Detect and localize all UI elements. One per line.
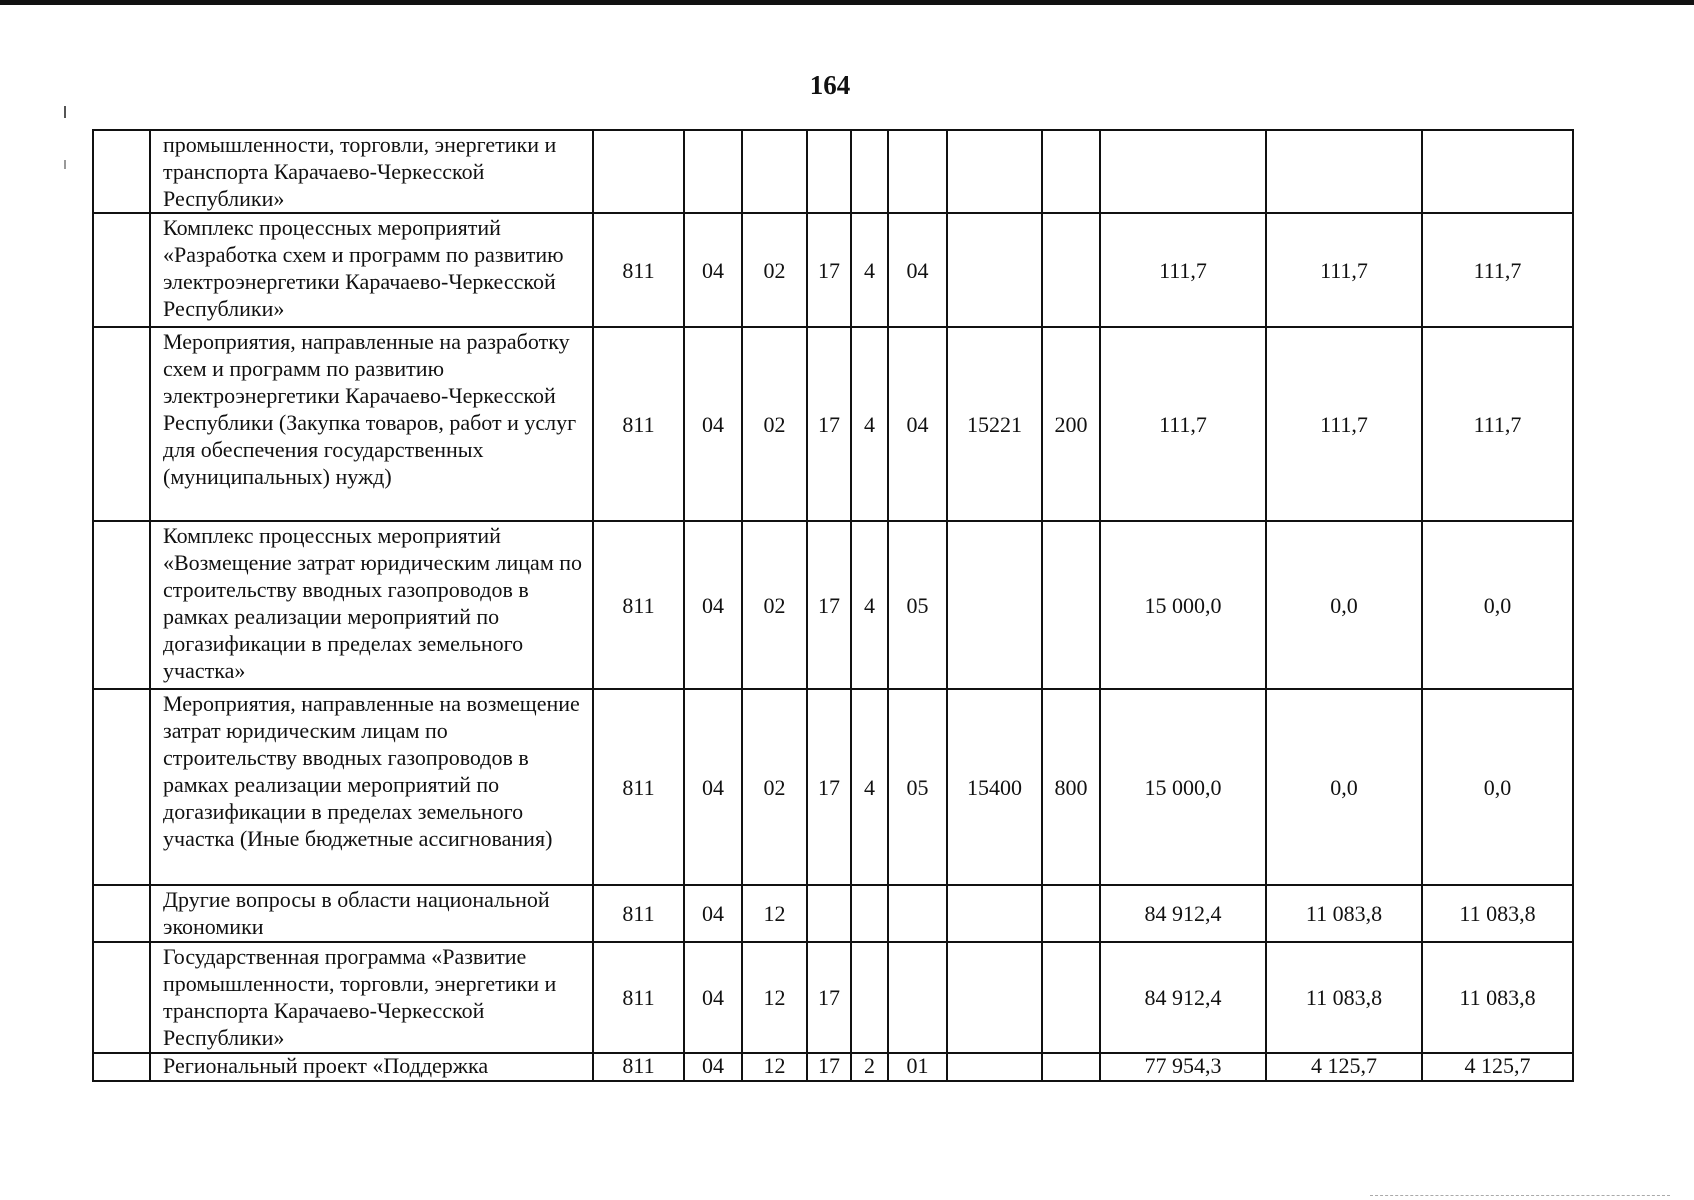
- row-number-cell: [93, 327, 150, 521]
- target-type-cell: [851, 130, 888, 213]
- amount-year1-cell: [1100, 130, 1266, 213]
- row-number-cell: [93, 1053, 150, 1081]
- amount-year1-cell: 15 000,0: [1100, 689, 1266, 885]
- subsection-cell: 12: [742, 1053, 807, 1081]
- target-program-cell: 17: [807, 213, 851, 327]
- margin-tick-mark: [64, 106, 66, 118]
- grbs-cell: 811: [593, 885, 684, 942]
- subsection-cell: 02: [742, 327, 807, 521]
- grbs-cell: 811: [593, 1053, 684, 1081]
- target-program-cell: 17: [807, 689, 851, 885]
- grbs-cell: 811: [593, 689, 684, 885]
- description-cell: Государственная программа «Развитие промышленности, торговли, энергетики и транспорта Карачаево-Черкесской Республики»: [150, 942, 593, 1053]
- subsection-cell: 02: [742, 689, 807, 885]
- amount-year3-cell: 111,7: [1422, 327, 1573, 521]
- subsection-cell: 12: [742, 942, 807, 1053]
- target-type-cell: [851, 942, 888, 1053]
- amount-year2-cell: 111,7: [1266, 213, 1422, 327]
- amount-year3-cell: 11 083,8: [1422, 942, 1573, 1053]
- row-number-cell: [93, 942, 150, 1053]
- budget-table: [92, 129, 1574, 1082]
- section-cell: [684, 130, 742, 213]
- amount-year1-cell: 84 912,4: [1100, 885, 1266, 942]
- amount-year3-cell: [1422, 130, 1573, 213]
- table-row: [93, 1053, 1573, 1081]
- target-program-cell: [807, 885, 851, 942]
- target-sub-cell: 04: [888, 213, 947, 327]
- target-direction-cell: [947, 942, 1042, 1053]
- table-row: [93, 130, 1573, 213]
- expense-type-cell: [1042, 942, 1100, 1053]
- amount-year3-cell: 0,0: [1422, 689, 1573, 885]
- description-cell: Мероприятия, направленные на возмещение затрат юридическим лицам по строительству вводных газопроводов в рамках реализации мероприятий по догазификации в пределах земельного участка (Иные бюджетные ассигнования): [150, 689, 593, 885]
- section-cell: 04: [684, 885, 742, 942]
- amount-year2-cell: 4 125,7: [1266, 1053, 1422, 1081]
- expense-type-cell: 800: [1042, 689, 1100, 885]
- target-program-cell: 17: [807, 327, 851, 521]
- section-cell: 04: [684, 327, 742, 521]
- expense-type-cell: [1042, 521, 1100, 689]
- amount-year1-cell: 15 000,0: [1100, 521, 1266, 689]
- section-cell: 04: [684, 942, 742, 1053]
- table-row: [93, 213, 1573, 327]
- expense-type-cell: [1042, 885, 1100, 942]
- target-direction-cell: [947, 521, 1042, 689]
- section-cell: 04: [684, 213, 742, 327]
- amount-year2-cell: 111,7: [1266, 327, 1422, 521]
- grbs-cell: 811: [593, 327, 684, 521]
- expense-type-cell: [1042, 213, 1100, 327]
- target-sub-cell: 01: [888, 1053, 947, 1081]
- amount-year2-cell: 11 083,8: [1266, 942, 1422, 1053]
- subsection-cell: 02: [742, 213, 807, 327]
- scan-artifact-dashes: [1370, 1195, 1670, 1196]
- amount-year3-cell: 4 125,7: [1422, 1053, 1573, 1081]
- row-number-cell: [93, 213, 150, 327]
- amount-year1-cell: 111,7: [1100, 327, 1266, 521]
- subsection-cell: 12: [742, 885, 807, 942]
- grbs-cell: 811: [593, 521, 684, 689]
- target-type-cell: 4: [851, 521, 888, 689]
- target-direction-cell: [947, 885, 1042, 942]
- target-program-cell: 17: [807, 521, 851, 689]
- amount-year2-cell: 11 083,8: [1266, 885, 1422, 942]
- amount-year3-cell: 11 083,8: [1422, 885, 1573, 942]
- target-sub-cell: 05: [888, 689, 947, 885]
- expense-type-cell: 200: [1042, 327, 1100, 521]
- row-number-cell: [93, 689, 150, 885]
- section-cell: 04: [684, 689, 742, 885]
- target-type-cell: [851, 885, 888, 942]
- target-sub-cell: 05: [888, 521, 947, 689]
- description-cell: Другие вопросы в области национальной экономики: [150, 885, 593, 942]
- target-type-cell: 2: [851, 1053, 888, 1081]
- table-row: [93, 942, 1573, 1053]
- amount-year3-cell: 111,7: [1422, 213, 1573, 327]
- expense-type-cell: [1042, 130, 1100, 213]
- section-cell: 04: [684, 521, 742, 689]
- amount-year2-cell: [1266, 130, 1422, 213]
- description-cell: Комплекс процессных мероприятий «Возмещение затрат юридическим лицам по строительству вводных газопроводов в рамках реализации мероприятий по догазификации в пределах земельного участка»: [150, 521, 593, 689]
- row-number-cell: [93, 885, 150, 942]
- section-cell: 04: [684, 1053, 742, 1081]
- grbs-cell: 811: [593, 942, 684, 1053]
- subsection-cell: [742, 130, 807, 213]
- grbs-cell: [593, 130, 684, 213]
- target-direction-cell: [947, 1053, 1042, 1081]
- target-direction-cell: [947, 213, 1042, 327]
- target-sub-cell: [888, 942, 947, 1053]
- row-number-cell: [93, 521, 150, 689]
- row-number-cell: [93, 130, 150, 213]
- table-row: [93, 327, 1573, 521]
- table-row: [93, 689, 1573, 885]
- target-direction-cell: [947, 130, 1042, 213]
- amount-year1-cell: 84 912,4: [1100, 942, 1266, 1053]
- expense-type-cell: [1042, 1053, 1100, 1081]
- target-type-cell: 4: [851, 689, 888, 885]
- description-cell: промышленности, торговли, энергетики и транспорта Карачаево-Черкесской Республики»: [150, 130, 593, 213]
- target-program-cell: 17: [807, 1053, 851, 1081]
- target-direction-cell: 15221: [947, 327, 1042, 521]
- description-cell: Комплекс процессных мероприятий «Разработка схем и программ по развитию электроэнергетики Карачаево-Черкесской Республики»: [150, 213, 593, 327]
- amount-year2-cell: 0,0: [1266, 521, 1422, 689]
- target-sub-cell: [888, 885, 947, 942]
- page-number: 164: [809, 70, 851, 100]
- target-direction-cell: 15400: [947, 689, 1042, 885]
- description-cell: Региональный проект «Поддержка: [150, 1053, 593, 1081]
- target-type-cell: 4: [851, 327, 888, 521]
- description-cell: Мероприятия, направленные на разработку схем и программ по развитию электроэнергетики Карачаево-Черкесской Республики (Закупка товаров, работ и услуг для обеспечения государственных (муниципальных) нужд): [150, 327, 593, 521]
- margin-tick-mark: [64, 160, 66, 169]
- target-sub-cell: 04: [888, 327, 947, 521]
- target-program-cell: 17: [807, 942, 851, 1053]
- amount-year1-cell: 111,7: [1100, 213, 1266, 327]
- target-type-cell: 4: [851, 213, 888, 327]
- target-sub-cell: [888, 130, 947, 213]
- grbs-cell: 811: [593, 213, 684, 327]
- target-program-cell: [807, 130, 851, 213]
- amount-year1-cell: 77 954,3: [1100, 1053, 1266, 1081]
- amount-year3-cell: 0,0: [1422, 521, 1573, 689]
- subsection-cell: 02: [742, 521, 807, 689]
- table-row: [93, 521, 1573, 689]
- amount-year2-cell: 0,0: [1266, 689, 1422, 885]
- top-border-rule: [0, 0, 1694, 5]
- table-row: [93, 885, 1573, 942]
